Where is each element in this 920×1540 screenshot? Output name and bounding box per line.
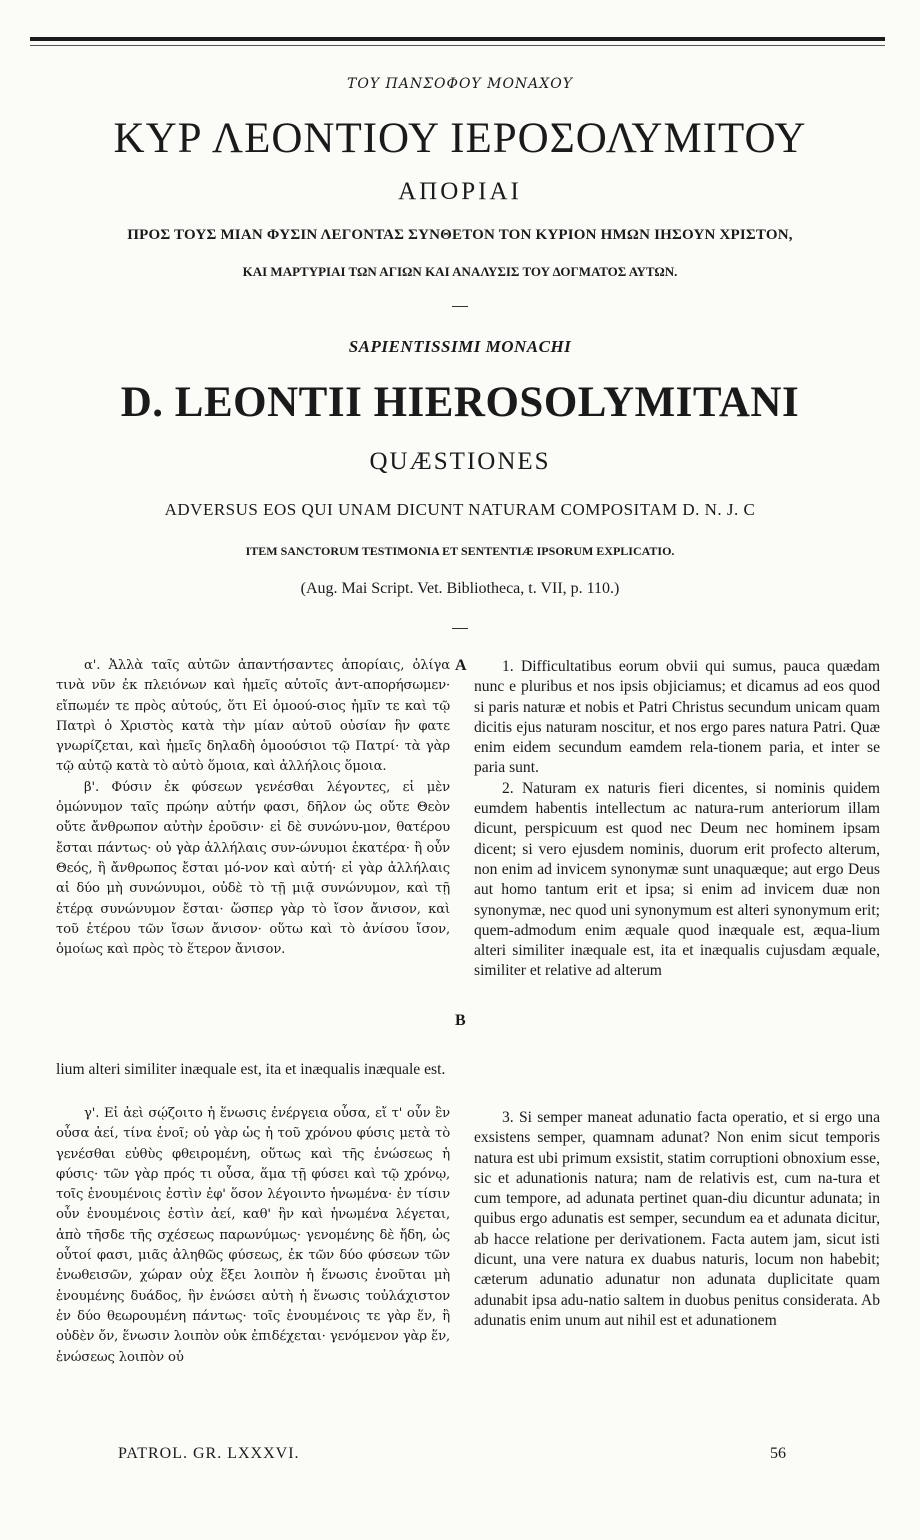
latin-paragraph-1: 1. Difficultatibus eorum obvii qui sumus, pauca quædam nunc e pluribus et nos ipsis objiciamus; et dicamus ad eos quod si paris naturæ et nobis et Patri Christus secundum unicam quam dicitis ejus naturam noscitur, et nos ergo pares natura Patri. Quæ enim eidem secundum eamdem rela-tionem paria, et inter se paria sunt. (474, 658, 880, 777)
carryover-latin-text: lium alteri similiter inæquale est, ita et inæqualis inæquale est. (56, 1061, 446, 1078)
latin-column-continued (474, 1108, 880, 1331)
separator-dash-2 (452, 628, 468, 629)
greek-paragraph-2: β'. Φύσιν ἐκ φύσεων γενέσθαι λέγοντες, εἰ μὲν ὁμώνυμον ταῖς πρώην αὐτήν φασι, δῆλον ὡς οὔτε Θεὸν οὔτε ἄνθρωπον αὐτὴν ἐροῦσιν· εἰ δὲ συνώνυ-μον, θατέρου ἔσται πάντως· οὐ γὰρ ἀλλήλαις συν-ώνυμοι ἑκατέρα· ἢ οὖν Θεός, ἢ ἄνθρωπος ἔσται μό-νον καὶ αὐτή· εἰ γὰρ ἀλλήλαις αἱ δύο μὴ συνώνυμοι, οὐδὲ τὸ τῇ μιᾷ συνώνυμον, καὶ τῇ ἑτέρᾳ συνώνυμον ἔσται· ὥσπερ γὰρ τὸ ἴσον ἄνισον, καὶ τοῦ ἑτέρου τῶν ἴσων ἄνισον· οὕτω καὶ τὸ ἀνίσου ἴσον, ὁμοίως καὶ πρὸς τὸ ἕτερον ἄνισον. (56, 779, 450, 958)
work-greek: ΑΠΟΡΙΑΙ (398, 178, 522, 205)
greek-column (56, 656, 450, 960)
subtitle-greek-1: ΠΡΟΣ ΤΟΥΣ ΜΙΑΝ ΦΥΣΙΝ ΛΕΓΟΝΤΑΣ ΣΥΝΘΕΤΟΝ ΤΟΝ ΚΥΡΙΟΝ ΗΜΩΝ ΙΗΣΟΥΝ ΧΡΙΣΤΟΝ, (127, 227, 793, 243)
top-rule (30, 37, 885, 41)
margin-marker-a: A (455, 657, 467, 674)
author-greek: ΤΟΥ ΠΑΝΣΟΦΟΥ ΜΟΝΑΧΟΥ (347, 76, 573, 92)
subtitle-latin-2: ITEM SANCTORUM TESTIMONIA ET SENTENTIÆ IPSORUM EXPLICATIO. (245, 544, 675, 558)
separator-dash (452, 306, 468, 307)
title-greek: ΚΥΡ ΛΕΟΝΤΙΟΥ ΙΕΡΟΣΟΛΥΜΙΤΟΥ (113, 115, 807, 162)
title-latin: D. LEONTII HIEROSOLYMITANI (120, 379, 800, 426)
top-rule-thin (30, 45, 885, 46)
greek-column-carryover (56, 1060, 450, 1080)
latin-paragraph-3: 3. Si semper maneat adunatio facta operatio, et si ergo una exsistens semper, quamnam adunat? Non enim sicut temporis natura est ubi primum exsistit, statim corruptioni obnoxium esse, sic et adunationis natura; nam de relativis est, cum na-tura et cum tempore, ad adunata pertinet quan-diu dicuntur adunata; in quibus ergo adunatis est semper, secundum ea et adunata dicitur, ab hacce relatione per derivationem. Facta autem jam, sicut isti dicunt, una vere natura ex duabus naturis, locum non habebit; cæterum adunatio adunatur non adunata duplicitate quam adunabit ipsa adu-natio saltem in duobus penitus considerata. Ab adunatis enim unum aut nihil est et adunationem (474, 1109, 880, 1329)
latin-paragraph-2: 2. Naturam ex naturis fieri dicentes, si nominis quidem eumdem habentis intellectum ac natura-rum anteriorum illam dicunt, perspicuum est quod nec Deum nec hominem ipsam dicent; si vero ejusdem nominis, duorum erit profecto alterum, non enim ad invicem synonymæ sunt unaquæque; aut ergo Deus aut homo tantum erit et ipsa; si enim ad invicem duæ non synonymæ, nec quod uni synonymum est alteri synonymum erit; quem-admodum enim æquale quod inæquale est, æqua-lium alteri similiter inæquale est, ita et inæqualis cujusdam æquale, similiter et relative ad alterum (474, 779, 880, 980)
source-citation: (Aug. Mai Script. Vet. Bibliotheca, t. VII, p. 110.) (300, 580, 620, 597)
latin-column (474, 657, 880, 982)
margin-marker-b: B (455, 1012, 466, 1029)
greek-paragraph-3: γ'. Εἰ ἀεὶ σῴζοιτο ἡ ἕνωσις ἐνέργεια οὖσα, εἴ τ' οὖν ἓν οὖσα ἀεί, τίνα ἑνοῖ; οὐ γὰρ ὡς ἡ τοῦ χρόνου φύσις μετὰ τὸ γενέσθαι εὐθὺς φθειρομένη, οὕτως καὶ τῆς ἑνώσεως ἡ φύσις· τῶν γὰρ πρός τι οὖσα, ἅμα τῇ φύσει καὶ τῷ χρόνῳ, τοῖς ἑνουμένοις ἐστὶν ἐφ' ὅσον λέγοιντο ἡνωμένα· ἐν τίσιν οὖν ἑνουμένοις ἐστὶν ἀεί, καθ' ἣν καὶ ἡνωμένα λέγεται, ἀπὸ τῆσδε τῆς σχέσεως παρωνύμως· γενομένης δὲ ἤδη, ὡς οὗτοί φασι, μιᾶς ἀληθῶς φύσεως, ἐκ τῶν δύο φύσεων τῶν ἑνωθεισῶν, χώραν οὐχ ἕξει λοιπὸν ἡ ἕνωσις ἑνοῦται μὴ ἑνουμένης δυάδος, ἣν ἑνώσει αὐτὴ ἡ ἕνωσις τοὐλάχιστον ἐν δύο θεωρουμένη πάντως· τοῖς ἑνουμένοις τε γὰρ ἕν, ἢ οὐδὲν ὄν, ἕνωσιν λοιπὸν οὐκ ἐπιδέχεται· γενόμενον γὰρ ἕν, ἑνώσεως λοιπὸν οὐ (56, 1106, 450, 1365)
greek-paragraph-1: α'. Ἀλλὰ ταῖς αὐτῶν ἀπαντήσαντες ἀπορίαις, ὀλίγα τινὰ νῦν ἐκ πλειόνων καὶ ἡμεῖς αὐτοῖς ἀντ-απορήσωμεν· εἴπωμέν τε πρὸς αὐτούς, ὅτι Εἰ ὁμοού-σιος ἡμῖν τε καὶ τῷ Πατρὶ ὁ Χριστὸς κατὰ τὴν μίαν αὐτοῦ οὐσίαν ἣν φατε γνωρίζεται, καὶ ἡμεῖς δηλαδὴ ὁμοούσιοι τῷ Πατρί· τὰ γὰρ τῷ αὐτῷ κατὰ τὸ αὐτὸ ὅμοια, καὶ ἀλλήλοις ὅμοια. (56, 658, 450, 775)
subtitle-greek-2: ΚΑΙ ΜΑΡΤΥΡΙΑΙ ΤΩΝ ΑΓΙΩΝ ΚΑΙ ΑΝΑΛΥΣΙΣ ΤΟΥ ΔΟΓΜΑΤΟΣ ΑΥΤΩΝ. (242, 264, 678, 279)
author-latin: SAPIENTISSIMI MONACHI (348, 337, 572, 356)
page-number: 56 (770, 1445, 786, 1462)
footer-source: PATROL. GR. LXXXVI. (118, 1445, 300, 1462)
greek-column-continued (56, 1104, 450, 1368)
work-latin: QUÆSTIONES (369, 448, 551, 475)
subtitle-latin-1: ADVERSUS EOS QUI UNAM DICUNT NATURAM COMPOSITAM D. N. J. C (164, 500, 756, 519)
